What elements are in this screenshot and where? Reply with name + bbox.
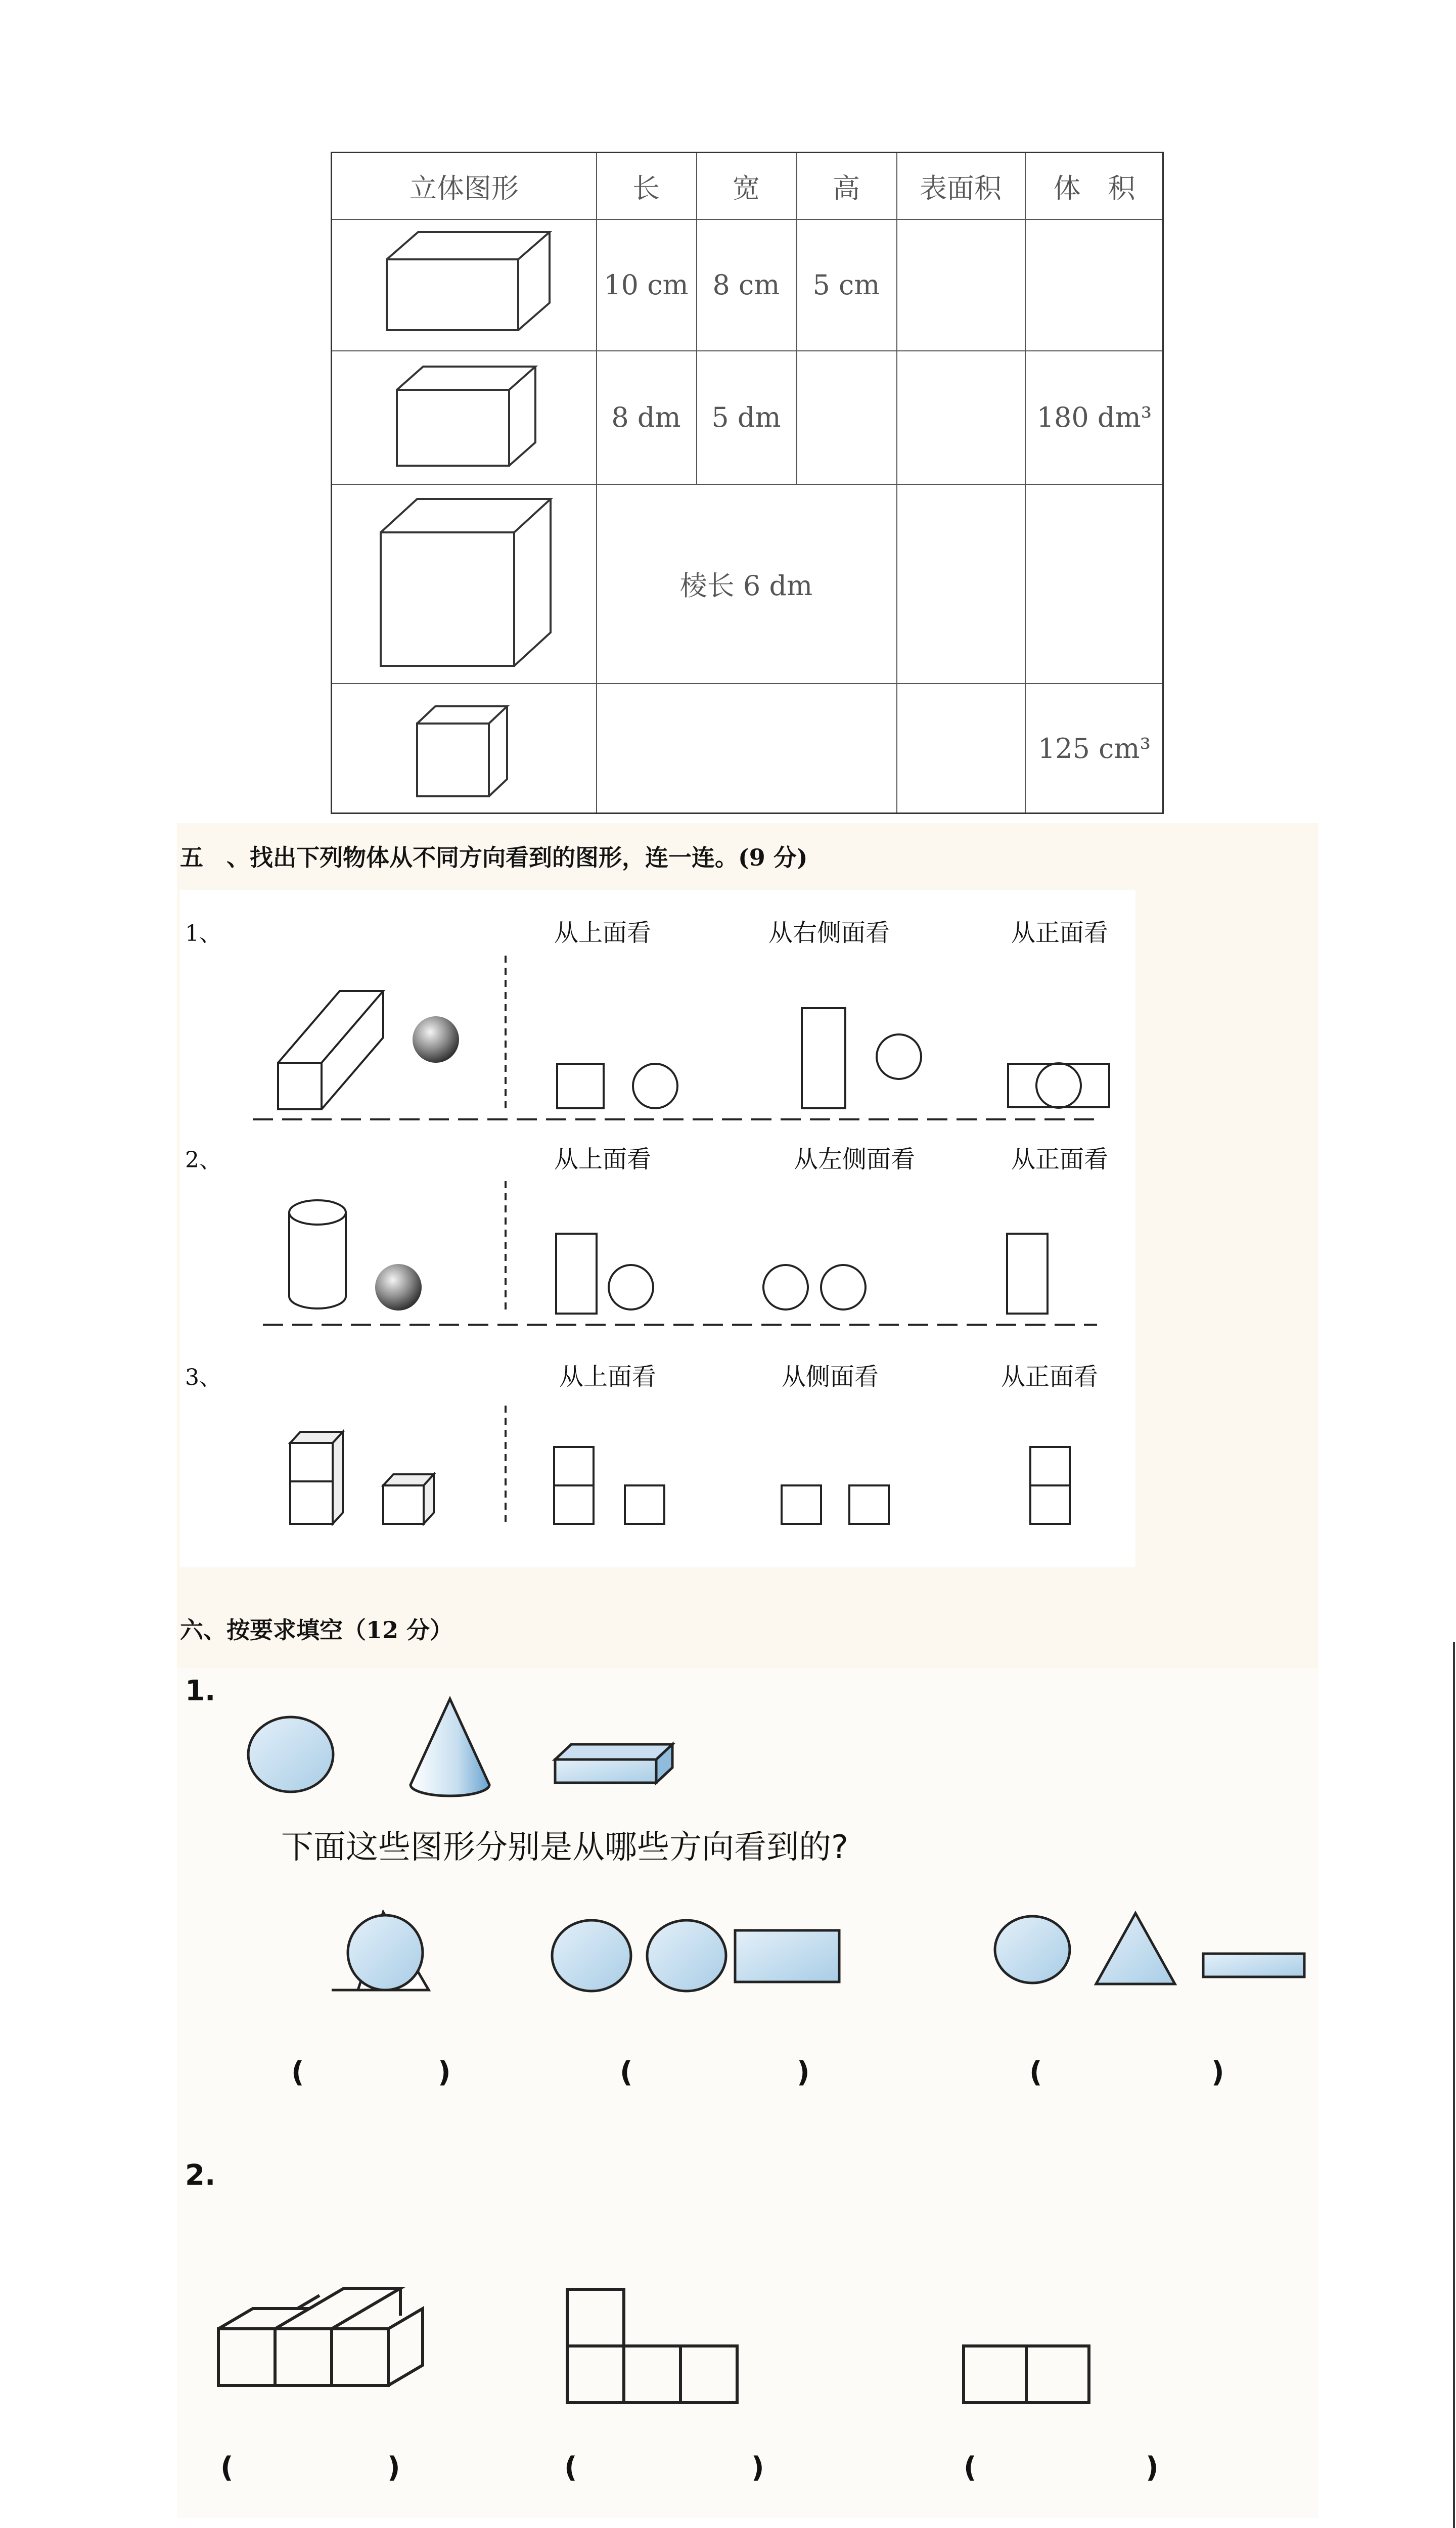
item-2-view-top-label: 从上面看 [554, 1145, 652, 1173]
row2-width: 5 dm [711, 401, 781, 433]
q2-answer-a-open: ( [220, 2451, 234, 2484]
row1-length: 10 cm [604, 268, 689, 301]
q2-blocks-drawing [177, 2275, 1314, 2427]
q2-answer-b-open: ( [564, 2451, 577, 2484]
item-1-drawing [177, 951, 1138, 1133]
q1-number: 1. [185, 1675, 216, 1707]
table-divider [896, 153, 897, 812]
item-3-view-front-label: 从正面看 [1001, 1363, 1099, 1391]
row4-volume: 125 cm³ [1037, 732, 1151, 764]
item-2-drawing [177, 1178, 1138, 1340]
header-surface-area: 表面积 [920, 172, 1002, 204]
header-length: 长 [632, 172, 660, 204]
cuboid-2-drawing [332, 350, 596, 484]
geometry-table [331, 152, 1164, 814]
row2-volume: 180 dm³ [1036, 401, 1152, 433]
q1-answer-c-close: ) [1211, 2056, 1224, 2089]
row3-edge: 棱长 6 dm [679, 569, 813, 602]
q2-number: 2. [185, 2159, 216, 2192]
cube-1-drawing [332, 484, 596, 683]
item-3-drawing [177, 1401, 1138, 1572]
section5-title: 五 、找出下列物体从不同方向看到的图形，连一连。(9 分) [180, 844, 808, 871]
q1-solids-drawing [177, 1684, 733, 1805]
item-1-number: 1、 [185, 921, 221, 946]
q2-answer-a-blank[interactable] [243, 2451, 379, 2487]
margin-line [1453, 1642, 1455, 2528]
item-1-view-top-label: 从上面看 [554, 919, 652, 947]
cuboid-1-drawing [332, 219, 596, 350]
q1-answer-b-close: ) [797, 2056, 810, 2089]
item-2-view-front-label: 从正面看 [1011, 1145, 1109, 1173]
header-width: 宽 [733, 172, 760, 204]
q1-prompt: 下面这些图形分别是从哪些方向看到的? [281, 1829, 848, 1866]
row1-height: 5 cm [812, 268, 880, 301]
q1-answer-a-blank[interactable] [313, 2056, 430, 2091]
q2-answer-c-open: ( [964, 2451, 977, 2484]
q1-answer-a-close: ) [438, 2056, 451, 2089]
q2-answer-b-close: ) [751, 2451, 764, 2484]
q2-answer-b-blank[interactable] [586, 2451, 743, 2487]
q1-answer-b-blank[interactable] [642, 2056, 789, 2091]
item-2-number: 2、 [185, 1147, 221, 1173]
header-height: 高 [833, 172, 860, 204]
q1-views-drawing [177, 1891, 1314, 2002]
q1-answer-b-open: ( [620, 2056, 633, 2089]
q1-answer-a-open: ( [291, 2056, 304, 2089]
item-3-view-top-label: 从上面看 [559, 1363, 657, 1391]
header-shape: 立体图形 [410, 172, 519, 204]
row1-width: 8 cm [712, 268, 780, 301]
item-1-view-front-label: 从正面看 [1011, 919, 1109, 947]
section6-title: 六、按要求填空（12 分） [180, 1616, 453, 1644]
item-2-view-left-label: 从左侧面看 [794, 1145, 916, 1173]
header-volume: 体 积 [1053, 172, 1135, 204]
item-3-number: 3、 [185, 1365, 221, 1390]
q2-answer-c-close: ) [1146, 2451, 1159, 2484]
q2-answer-c-blank[interactable] [986, 2451, 1138, 2487]
q1-answer-c-blank[interactable] [1052, 2056, 1203, 2091]
cube-2-drawing [332, 683, 596, 814]
q2-answer-a-close: ) [387, 2451, 400, 2484]
item-3-view-side-label: 从侧面看 [782, 1363, 879, 1391]
row2-length: 8 dm [611, 401, 681, 433]
item-1-view-right-label: 从右侧面看 [768, 919, 890, 947]
q1-answer-c-open: ( [1029, 2056, 1042, 2089]
